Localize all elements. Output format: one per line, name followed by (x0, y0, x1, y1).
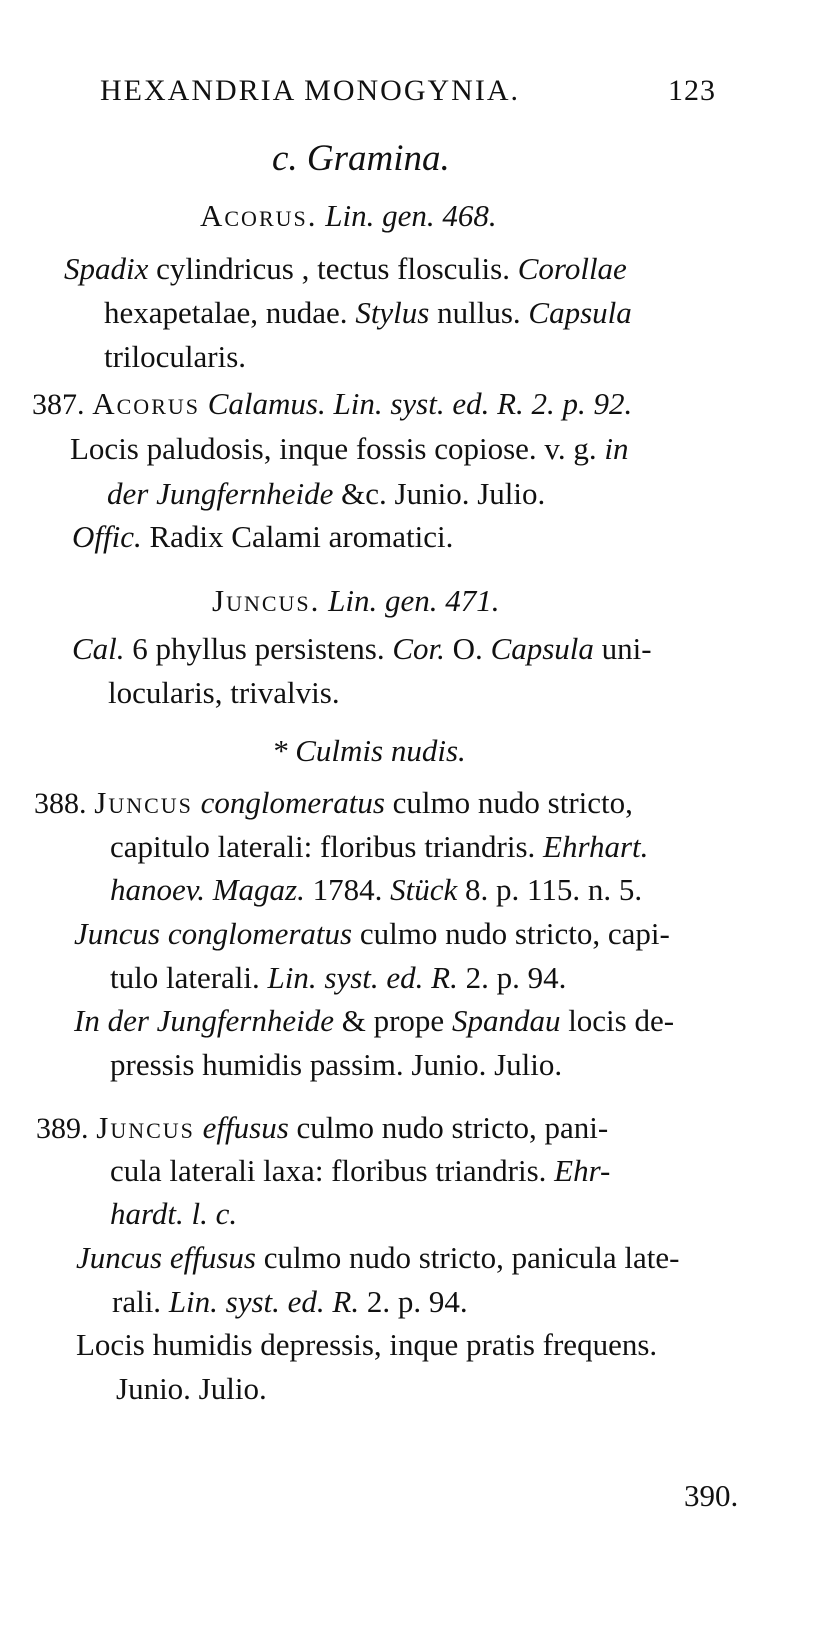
text: 2. p. 94. (359, 1284, 468, 1319)
genus-name: Acorus. (200, 198, 318, 233)
entry-number: 387. (32, 388, 85, 421)
entry-line (112, 1286, 468, 1317)
term: in (604, 431, 629, 466)
term: der Jungfernheide (107, 476, 334, 511)
text: Radix Calami aromatici. (141, 519, 454, 554)
text: capitulo laterali: floribus triandris. (110, 829, 544, 864)
text: rali. (112, 1284, 169, 1319)
text: cula laterali laxa: floribus triandris. (110, 1153, 555, 1188)
text: cylindricus , tectus flosculis. (148, 251, 518, 286)
term: Ehrhart. (543, 829, 649, 864)
term: Lin. syst. ed. R. (267, 960, 458, 995)
text: Locis paludosis, inque fossis copiose. v. g. (70, 431, 605, 466)
entry-number: 389. (36, 1112, 89, 1145)
entry-line (76, 1242, 680, 1273)
entry-line (110, 1049, 562, 1080)
text: culmo nudo stricto, panicula late- (255, 1240, 680, 1275)
entry-line (74, 1005, 674, 1036)
text: 8. p. 115. n. 5. (457, 872, 643, 907)
term: In der Jungfernheide (74, 1003, 334, 1038)
entry-line (107, 478, 545, 509)
genus-name: Juncus. (212, 583, 321, 618)
term: Ehr- (554, 1153, 611, 1188)
section-heading: c. Gramina. (272, 138, 450, 179)
page-number: 123 (668, 74, 716, 107)
genus-reference: Lin. gen. 468. (325, 198, 497, 233)
entry-387-heading (32, 388, 632, 420)
text: & prope (333, 1003, 452, 1038)
term: Offic. (72, 519, 142, 554)
text: hexapetalae, nudae. (104, 295, 356, 330)
entry-line (74, 918, 670, 949)
term: Capsula (528, 295, 632, 330)
entry-line (110, 1155, 610, 1186)
entry-388-heading (34, 787, 633, 819)
text: culmo nudo stricto, pani- (288, 1110, 609, 1145)
catchword: 390. (684, 1478, 739, 1513)
entry-line (116, 1373, 267, 1404)
term: Corollae (517, 251, 627, 286)
genus-description-line (64, 253, 627, 284)
genus-heading-acorus (200, 200, 497, 231)
text: 1784. (304, 872, 391, 907)
entry-genus: Juncus (96, 1110, 195, 1145)
genus-reference: Lin. gen. 471. (328, 583, 500, 618)
entry-line (76, 1329, 657, 1360)
text: locis de- (560, 1003, 675, 1038)
text: nullus. (429, 295, 529, 330)
genus-description-line (104, 297, 632, 328)
text: culmo nudo stricto, capi- (352, 916, 670, 951)
text: tulo laterali. (110, 960, 268, 995)
genus-heading-juncus (212, 585, 500, 616)
entry-line (110, 831, 648, 862)
term: Juncus effusus (76, 1240, 256, 1275)
genus-description-line (104, 341, 246, 372)
text: Locis humidis depressis, inque pratis frequens. (76, 1327, 658, 1362)
entry-species: Calamus. (207, 386, 326, 421)
text: culmo nudo stricto, (384, 785, 633, 820)
term: effusus (202, 1110, 289, 1145)
text: locularis, trivalvis. (108, 675, 340, 710)
entry-389-heading (36, 1112, 608, 1144)
entry-number: 388. (34, 787, 87, 820)
term: Stück (390, 872, 458, 907)
text: trilocularis. (104, 339, 247, 374)
term: Stylus (355, 295, 430, 330)
term: conglomeratus (200, 785, 385, 820)
subsection-heading: * Culmis nudis. (272, 733, 466, 768)
entry-line (72, 521, 453, 552)
term: Spadix (64, 251, 149, 286)
text: &c. Junio. Julio. (333, 476, 546, 511)
entry-line (110, 1198, 237, 1229)
text: pressis humidis passim. Junio. Julio. (110, 1047, 563, 1082)
text: 2. p. 94. (457, 960, 567, 995)
genus-description-line (108, 677, 340, 708)
term: Spandau (451, 1003, 561, 1038)
genus-description-line (72, 633, 652, 664)
entry-genus: Acorus (92, 386, 200, 421)
text: Junio. Julio. (116, 1371, 267, 1406)
text: 6 phyllus persistens. (124, 631, 393, 666)
entry-reference: Lin. syst. ed. R. 2. p. 92. (325, 386, 633, 421)
term: Juncus conglomeratus (74, 916, 353, 951)
term: Cal. (72, 631, 125, 666)
term: hanoev. Magaz. (110, 872, 305, 907)
entry-line (110, 874, 642, 905)
entry-genus: Juncus (94, 785, 193, 820)
term: hardt. l. c. (110, 1196, 238, 1231)
running-title: HEXANDRIA MONOGYNIA. (100, 74, 520, 107)
term: Cor. (392, 631, 445, 666)
entry-line (70, 433, 629, 464)
entry-line (110, 962, 566, 993)
text: O. (444, 631, 491, 666)
text: uni- (593, 631, 652, 666)
term: Capsula (490, 631, 594, 666)
term: Lin. syst. ed. R. (168, 1284, 360, 1319)
